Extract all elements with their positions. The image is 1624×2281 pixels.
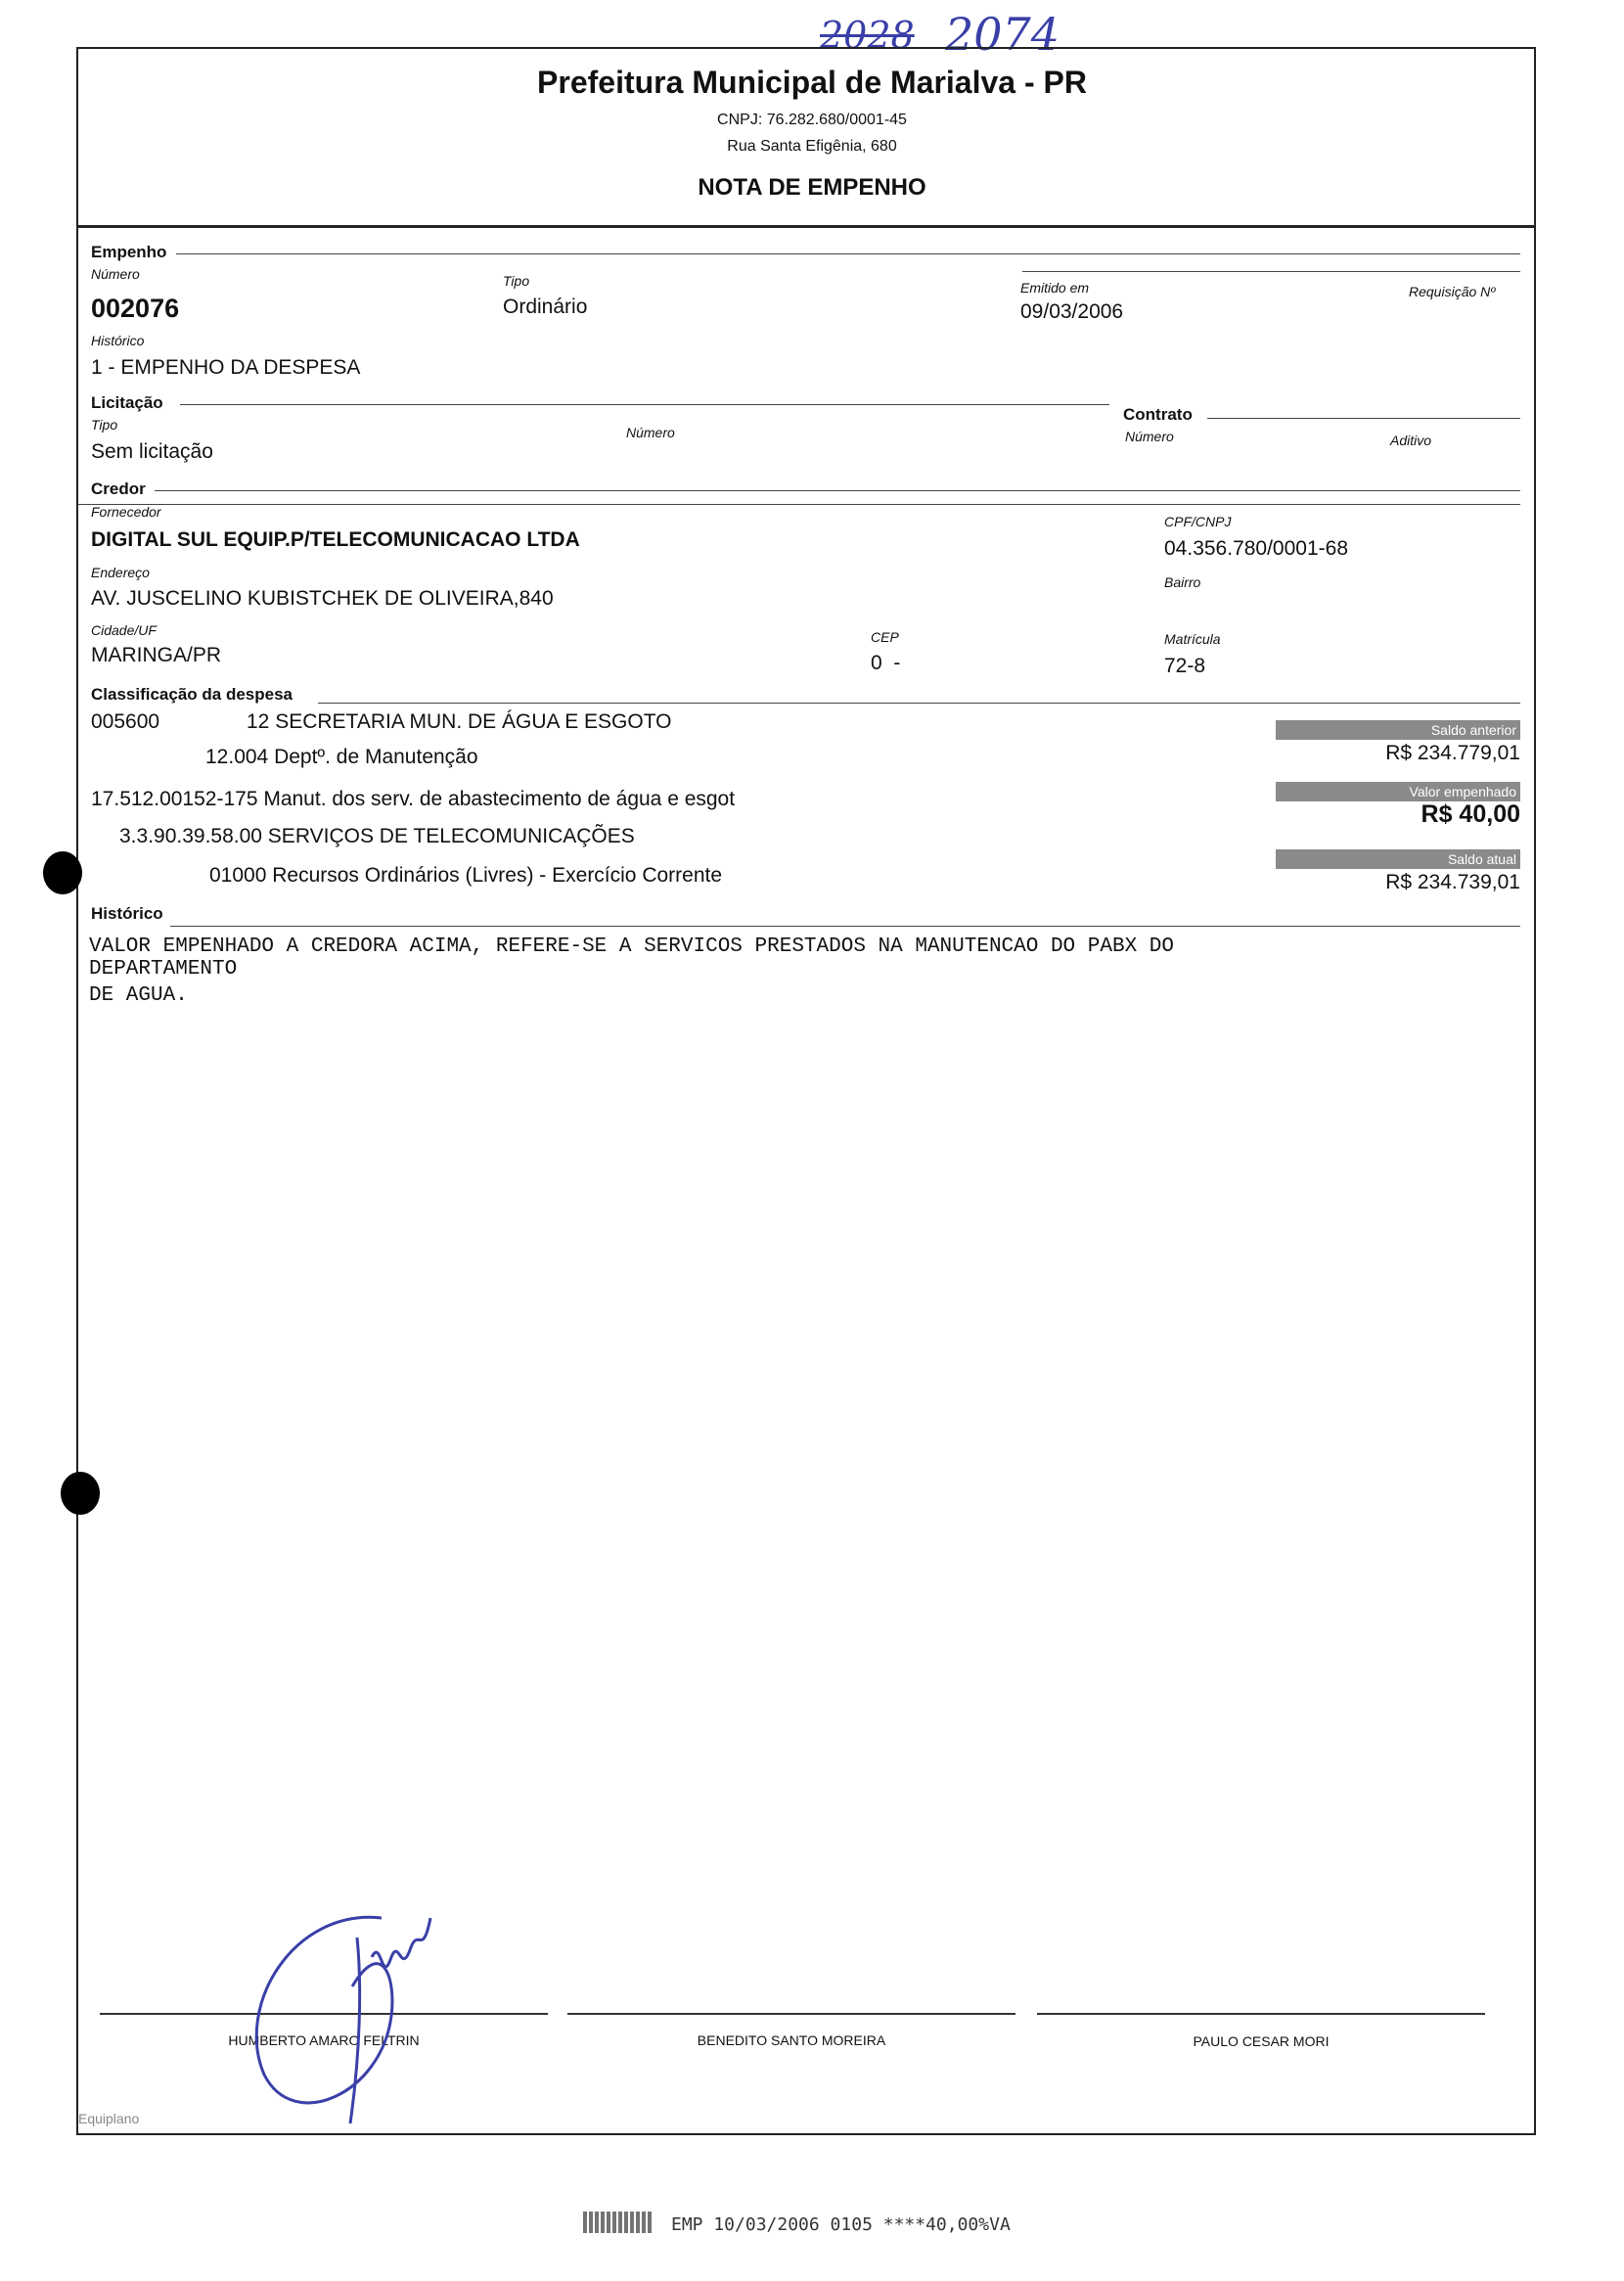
classificacao-elemento: 3.3.90.39.58.00 SERVIÇOS DE TELECOMUNICAÇÕES bbox=[119, 825, 635, 847]
emitido-date: 09/03/2006 bbox=[1020, 300, 1124, 323]
licitacao-tipo-label: Tipo bbox=[91, 417, 118, 433]
punch-hole-bottom bbox=[61, 1472, 100, 1515]
cidade-value: MARINGA/PR bbox=[91, 644, 222, 666]
header-divider bbox=[78, 225, 1536, 228]
historico-line-2: DEPARTAMENTO bbox=[89, 958, 238, 981]
classificacao-code: 005600 bbox=[91, 710, 160, 733]
section-empenho-rule bbox=[176, 253, 1520, 254]
section-empenho: Empenho bbox=[91, 243, 167, 261]
handwritten-number-struck: 2028 bbox=[820, 14, 915, 57]
section-empenho-rule-2 bbox=[1022, 271, 1520, 272]
licitacao-numero-label: Número bbox=[626, 425, 675, 440]
requisicao-label: Requisição Nº bbox=[1409, 284, 1496, 299]
section-classificacao: Classificação da despesa bbox=[91, 685, 293, 704]
signatory-3: PAULO CESAR MORI bbox=[1193, 2033, 1330, 2049]
signature-line-3 bbox=[1037, 2013, 1485, 2015]
contrato-numero-label: Número bbox=[1125, 429, 1174, 444]
signatory-2: BENEDITO SANTO MOREIRA bbox=[697, 2032, 886, 2048]
bairro-label: Bairro bbox=[1164, 574, 1201, 590]
classificacao-orgao: 12 SECRETARIA MUN. DE ÁGUA E ESGOTO bbox=[247, 710, 672, 733]
footer-stamp: EMP 10/03/2006 0105 ****40,00%VA bbox=[671, 2214, 1011, 2235]
saldo-anterior-value: R$ 234.779,01 bbox=[1385, 742, 1520, 764]
cidade-label: Cidade/UF bbox=[91, 622, 157, 638]
section-licitacao-rule bbox=[180, 404, 1109, 405]
endereco-label: Endereço bbox=[91, 565, 150, 580]
section-classificacao-rule bbox=[318, 703, 1520, 704]
section-credor-rule-2 bbox=[78, 504, 1520, 505]
historico-line-3: DE AGUA. bbox=[89, 984, 188, 1007]
classificacao-recurso: 01000 Recursos Ordinários (Livres) - Exercício Corrente bbox=[209, 864, 723, 887]
empenho-numero: 002076 bbox=[91, 294, 180, 323]
valor-empenhado-label: Valor empenhado bbox=[1276, 782, 1520, 801]
valor-empenhado-value: R$ 40,00 bbox=[1421, 800, 1520, 828]
saldo-atual-value: R$ 234.739,01 bbox=[1385, 871, 1520, 893]
section-licitacao: Licitação bbox=[91, 393, 163, 412]
empenho-numero-label: Número bbox=[91, 266, 140, 282]
contrato-aditivo-label: Aditivo bbox=[1390, 433, 1432, 448]
signatory-1: HUMBERTO AMARO FELTRIN bbox=[228, 2032, 420, 2048]
municipality-address: Rua Santa Efigênia, 680 bbox=[727, 138, 897, 155]
fornecedor-name: DIGITAL SUL EQUIP.P/TELECOMUNICACAO LTDA bbox=[91, 528, 580, 551]
municipality-title: Prefeitura Municipal de Marialva - PR bbox=[537, 65, 1087, 100]
matricula-label: Matrícula bbox=[1164, 631, 1221, 647]
empenho-tipo-label: Tipo bbox=[503, 273, 530, 289]
cpf-cnpj-label: CPF/CNPJ bbox=[1164, 514, 1232, 529]
classificacao-unidade: 12.004 Deptº. de Manutenção bbox=[205, 746, 478, 768]
emitido-label: Emitido em bbox=[1020, 280, 1090, 296]
handwritten-signature bbox=[235, 1898, 460, 2133]
section-credor-rule bbox=[155, 490, 1520, 491]
document-title: NOTA DE EMPENHO bbox=[698, 174, 926, 201]
punch-hole-top bbox=[43, 851, 82, 894]
saldo-atual-label: Saldo atual bbox=[1276, 849, 1520, 869]
section-contrato-rule bbox=[1207, 418, 1520, 419]
empenho-historico-label: Histórico bbox=[91, 333, 145, 348]
saldo-anterior-label: Saldo anterior bbox=[1276, 720, 1520, 740]
endereco-value: AV. JUSCELINO KUBISTCHEK DE OLIVEIRA,840 bbox=[91, 587, 554, 610]
classificacao-funcional: 17.512.00152-175 Manut. dos serv. de abastecimento de água e esgot bbox=[91, 788, 736, 810]
municipality-cnpj: CNPJ: 76.282.680/0001-45 bbox=[717, 112, 907, 128]
fornecedor-label: Fornecedor bbox=[91, 504, 161, 520]
handwritten-number: 2074 bbox=[945, 8, 1060, 61]
software-name: Equiplano bbox=[78, 2111, 140, 2126]
section-credor: Credor bbox=[91, 479, 146, 498]
signature-line-2 bbox=[567, 2013, 1015, 2015]
empenho-historico: 1 - EMPENHO DA DESPESA bbox=[91, 356, 361, 379]
matricula-value: 72-8 bbox=[1164, 655, 1206, 677]
section-contrato: Contrato bbox=[1123, 405, 1193, 424]
section-historico-rule bbox=[170, 926, 1520, 927]
stamp-logo bbox=[583, 2212, 652, 2233]
empenho-tipo: Ordinário bbox=[503, 296, 588, 318]
section-historico: Histórico bbox=[91, 904, 163, 923]
cep-label: CEP bbox=[871, 629, 899, 645]
cep-value: 0 - bbox=[871, 652, 901, 674]
historico-line-1: VALOR EMPENHADO A CREDORA ACIMA, REFERE-SE A SERVICOS PRESTADOS NA MANUTENCAO DO PABX DO bbox=[89, 935, 1174, 958]
cpf-cnpj-value: 04.356.780/0001-68 bbox=[1164, 537, 1349, 560]
licitacao-tipo: Sem licitação bbox=[91, 440, 213, 463]
